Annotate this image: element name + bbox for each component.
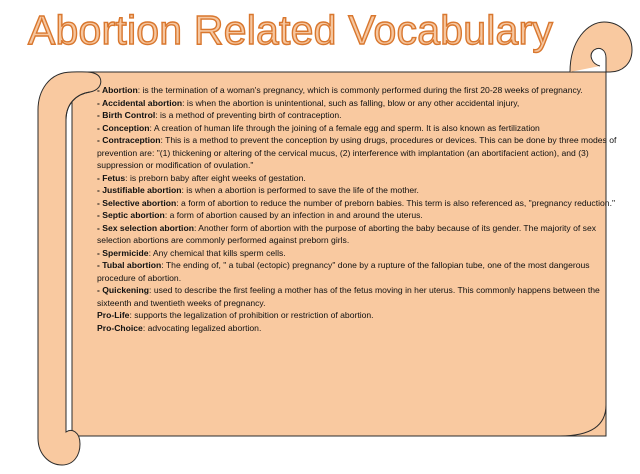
entry-definition: : Any chemical that kills sperm cells. [148, 247, 286, 258]
entry-bullet: - [97, 222, 103, 233]
entry-bullet: - [97, 260, 103, 270]
entry-term: Pro-Life [97, 310, 130, 320]
entry-term: Accidental abortion [101, 97, 183, 108]
vocabulary-list [97, 84, 627, 334]
entry-term: Contraception [102, 135, 161, 145]
entry-bullet: - [97, 97, 102, 108]
entry-term: Septic abortion [102, 210, 165, 220]
entry-definition: : supports the legalization of prohibition or restriction of abortion. [129, 310, 374, 320]
page-title: Abortion Related Vocabulary [28, 7, 554, 53]
entry-definition: : A creation of human life through the joining of a female egg and sperm. It is also known as fertilization [149, 122, 540, 133]
vocabulary-entry [97, 134, 627, 172]
entry-definition: : is the termination of a woman's pregnancy, which is commonly performed during the first 20-28 weeks of pregnancy. [137, 85, 583, 95]
entry-term: Tubal abortion [102, 260, 162, 270]
entry-definition: : is a method of preventing birth of contraception. [155, 110, 342, 120]
entry-definition: : is when the abortion is unintentional, such as falling, blow or any other accidental injury, [182, 97, 520, 108]
entry-term: Fetus [102, 172, 126, 183]
entry-bullet: - [97, 135, 103, 145]
entry-bullet: - [97, 85, 102, 95]
vocabulary-entry [97, 122, 627, 135]
vocabulary-entry [97, 322, 627, 335]
entry-bullet: - [97, 210, 103, 220]
entry-definition: : is when a abortion is performed to save the life of the mother. [181, 185, 419, 195]
entry-bullet: - [97, 197, 103, 208]
vocabulary-entry [97, 109, 627, 122]
vocabulary-entry [97, 309, 627, 322]
vocabulary-entry [97, 222, 627, 247]
entry-term: Justifiable abortion [102, 185, 182, 195]
vocabulary-entry [97, 284, 627, 309]
entry-term: Spermicide [102, 247, 149, 258]
vocabulary-entry [97, 247, 627, 260]
entry-term: Birth Control [102, 110, 156, 120]
entry-term: Conception [102, 122, 150, 133]
entry-definition: : a form of abortion to reduce the number of preborn babies. This term is also referenced as, "pregnancy reduction." [176, 197, 616, 208]
vocabulary-entry [97, 84, 627, 97]
entry-term: Selective abortion [102, 197, 177, 208]
entry-term: Sex selection abortion [102, 222, 194, 233]
entry-definition: : The ending of, " a tubal (ectopic) pregnancy" done by a rupture of the fallopian tube, one of the most dangerous procedure of abortion. [97, 260, 590, 283]
vocabulary-entry [97, 197, 627, 210]
entry-definition: : used to describe the first feeling a mother has of the fetus moving in her uterus. This commonly happens between the sixteenth and twentieth weeks of pregnancy. [97, 285, 600, 308]
entry-bullet: - [97, 247, 103, 258]
entry-definition: : advocating legalized abortion. [142, 322, 262, 333]
entry-definition: : Another form of abortion with the purpose of aborting the baby because of its gender. The majority of sex selection abortions are commonly performed against preborn girls. [97, 222, 597, 245]
vocabulary-entry [97, 259, 627, 284]
scroll-top-right-roll [570, 22, 632, 72]
entry-definition: : is preborn baby after eight weeks of gestation. [125, 172, 306, 183]
entry-bullet: - [97, 185, 103, 195]
entry-bullet: - [97, 285, 103, 295]
vocabulary-entry [97, 184, 627, 197]
vocabulary-entry [97, 97, 627, 110]
entry-bullet: - [97, 110, 103, 120]
entry-term: Quickening [102, 285, 150, 295]
vocabulary-entry [97, 172, 627, 185]
vocabulary-entry [97, 209, 627, 222]
entry-term: Pro-Choice [97, 322, 143, 333]
entry-definition: : a form of abortion caused by an infection in and around the uterus. [164, 210, 423, 220]
entry-definition: : This is a method to prevent the conception by using drugs, procedures or devices. This can be done by three modes of prevention are: "(1) thickening or altering of the cervical mucus, (2) interference with implantation (an abortifacient action), and (3) suppression or modification of ovulation." [97, 135, 617, 170]
entry-bullet: - [97, 172, 103, 183]
entry-term: Abortion [101, 85, 138, 95]
entry-bullet: - [97, 122, 103, 133]
